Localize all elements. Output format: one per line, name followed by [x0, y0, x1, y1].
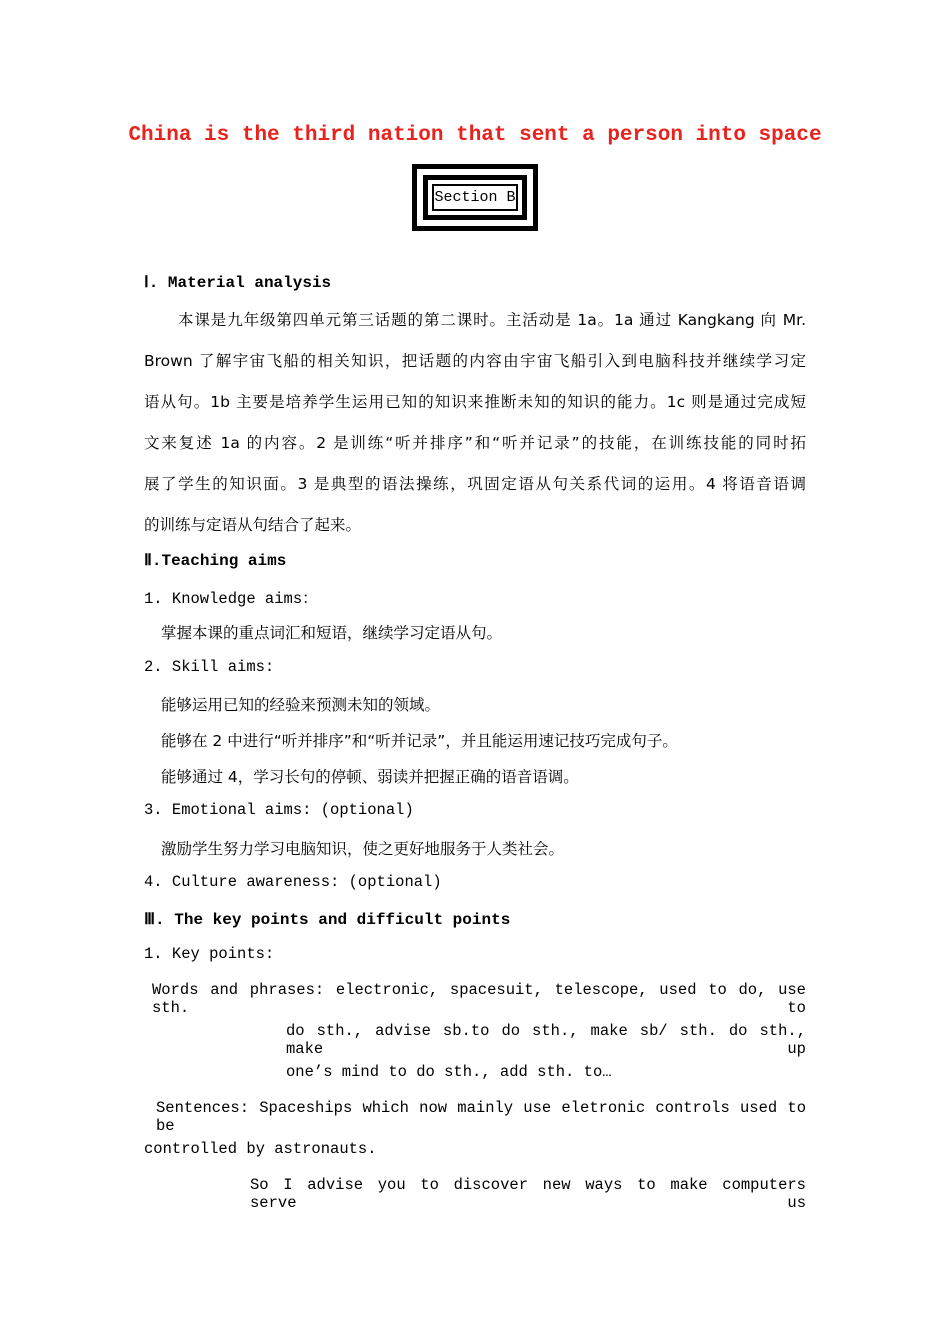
material-line-1: 本课是九年级第四单元第三话题的第二课时。主活动是 1a。1a 通过 Kangkang 向 Mr. [178, 311, 806, 329]
material-line-2: Brown 了解宇宙飞船的相关知识，把话题的内容由宇宙飞船引入到电脑科技并继续学习定 [144, 352, 806, 370]
words-phrases-line-3: one’s mind to do sth., add sth. to… [286, 1063, 612, 1081]
material-analysis-heading: Ⅰ. Material analysis [144, 274, 332, 292]
material-line-3: 语从句。1b 主要是培养学生运用已知的知识来推断未知的知识的能力。1c 则是通过完成短 [144, 393, 806, 411]
words-phrases-line-1: Words and phrases: electronic, spacesuit, telescope, used to do, use sth. to [152, 981, 806, 1017]
section-badge-label: Section B [432, 184, 518, 211]
document-title: China is the third nation that sent a person into space [128, 124, 822, 147]
sentences-line-3: So I advise you to discover new ways to make computers serve us [250, 1176, 806, 1212]
words-phrases-line-2: do sth., advise sb.to do sth., make sb/ sth. do sth., make up [286, 1022, 806, 1058]
key-points-heading: Ⅲ. The key points and difficult points [144, 911, 511, 929]
emotional-aims-label: 3. Emotional aims: (optional) [144, 801, 414, 819]
knowledge-aims-text: 掌握本课的重点词汇和短语，继续学习定语从句。 [161, 624, 503, 642]
material-line-6: 的训练与定语从句结合了起来。 [144, 516, 362, 534]
key-points-label: 1. Key points: [144, 945, 275, 963]
material-line-5: 展了学生的知识面。3 是典型的语法操练，巩固定语从句关系代词的运用。4 将语音语调 [144, 475, 806, 493]
culture-awareness-label: 4. Culture awareness: (optional) [144, 873, 442, 891]
teaching-aims-heading: Ⅱ.Teaching aims [144, 552, 287, 570]
section-badge [412, 164, 538, 231]
skill-aim-2: 能够在 2 中进行“听并排序”和“听并记录”，并且能运用速记技巧完成句子。 [161, 732, 678, 750]
skill-aims-label: 2. Skill aims: [144, 658, 275, 676]
sentences-line-2: controlled by astronauts. [144, 1140, 377, 1158]
material-line-4: 文来复述 1a 的内容。2 是训练“听并排序”和“听并记录”的技能，在训练技能的同时拓 [144, 434, 806, 452]
knowledge-aims-label: 1. Knowledge aims： [144, 590, 318, 608]
skill-aim-3: 能够通过 4，学习长句的停顿、弱读并把握正确的语音语调。 [161, 768, 579, 786]
sentences-line-1: Sentences: Spaceships which now mainly use eletronic controls used to be [156, 1099, 806, 1135]
emotional-aims-text: 激励学生努力学习电脑知识，使之更好地服务于人类社会。 [161, 840, 565, 858]
skill-aim-1: 能够运用已知的经验来预测未知的领域。 [161, 696, 441, 714]
